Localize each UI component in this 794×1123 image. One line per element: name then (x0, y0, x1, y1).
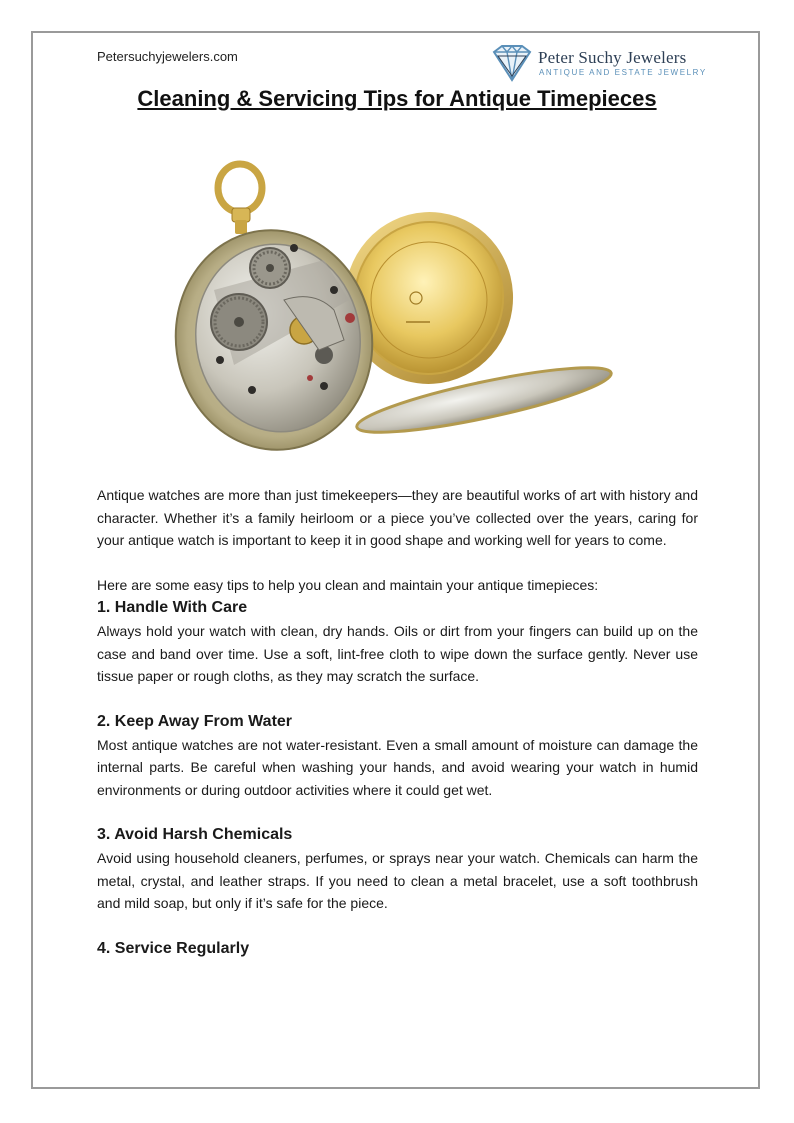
site-url: Petersuchyjewelers.com (97, 49, 238, 64)
intro-lead-in: Here are some easy tips to help you clean and maintain your antique timepieces: (97, 576, 599, 593)
section-body: Most antique watches are not water-resistant. Even a small amount of moisture can damage the internal parts. Be careful when washing your hands, and avoid wearing your watch in humid environments or during outdoor activities where it could get wet. (97, 736, 698, 798)
logo-name: Peter Suchy Jewelers (538, 48, 687, 67)
article-body (97, 484, 698, 961)
tip-section (97, 823, 698, 915)
diamond-icon (488, 44, 536, 84)
brand-logo[interactable] (488, 44, 707, 86)
section-body: Avoid using household cleaners, perfumes, or sprays near your watch. Chemicals can harm the metal, crystal, and leather straps. If you need to clean a metal bracelet, use a soft toothbrush and mild soap, but only if it’s safe for the piece. (97, 850, 698, 911)
section-body: Always hold your watch with clean, dry hands. Oils or dirt from your fingers can build up on the case and band over time. Use a soft, lint-free cloth to wipe down the surface gently. Never use tissue paper or rough cloths, as they may scratch the surface. (97, 623, 698, 684)
intro-paragraph: Antique watches are more than just timekeepers—they are beautiful works of art with history and character. Whether it’s a family heirloom or a piece you’ve collected over the years, caring for your antique watch is important to keep it in good shape and working well for years to come. (97, 487, 698, 548)
tip-section (97, 937, 698, 961)
section-heading: 4. Service Regularly (97, 939, 250, 957)
section-heading: 1. Handle With Care (97, 599, 248, 616)
logo-tagline: ANTIQUE AND ESTATE JEWELRY (539, 68, 707, 77)
section-heading: 3. Avoid Harsh Chemicals (97, 826, 293, 843)
section-heading: 2. Keep Away From Water (97, 712, 293, 730)
tip-section (97, 596, 698, 688)
tip-section (97, 710, 698, 802)
pocket-watch-image (174, 150, 620, 460)
page-title: Cleaning & Servicing Tips for Antique Timepieces (137, 86, 657, 111)
